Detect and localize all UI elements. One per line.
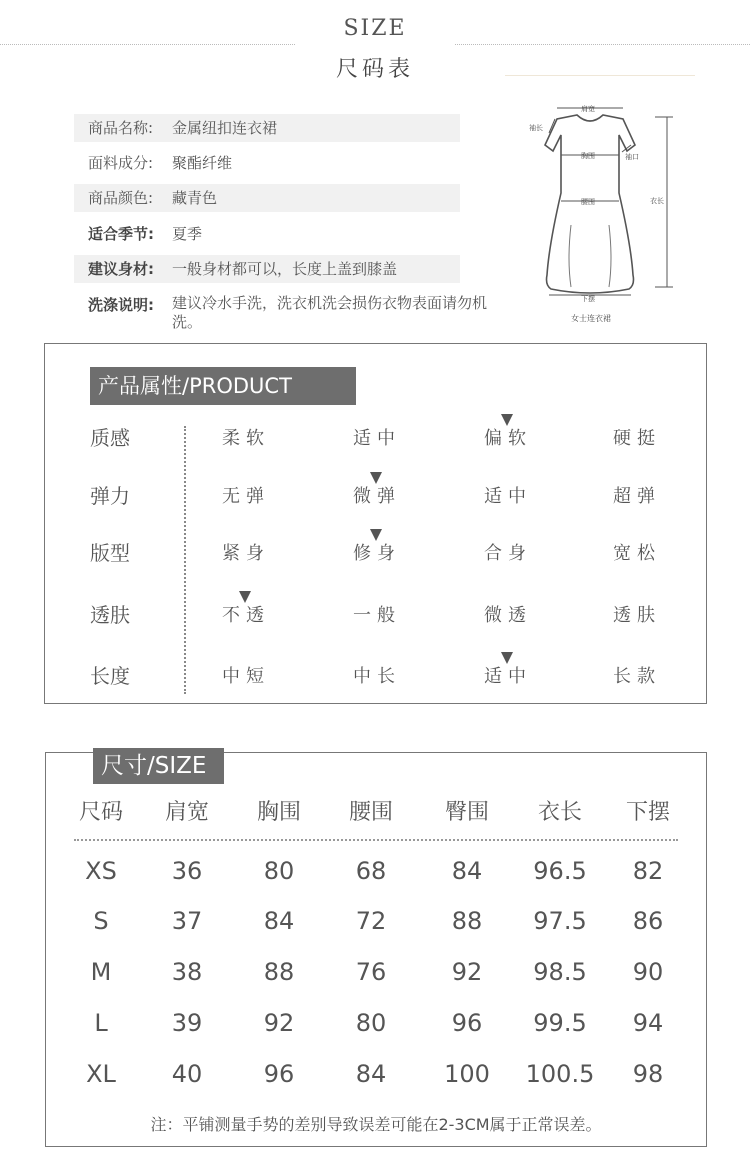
size-label-cell: S [93, 907, 109, 935]
info-key: 适合季节: [88, 225, 154, 243]
attribute-option: 修身 [353, 543, 401, 564]
size-label-cell: XS [85, 857, 117, 885]
diagram-top-line [505, 75, 695, 76]
selected-marker-icon [370, 472, 382, 484]
size-table-title: 尺寸/SIZE [93, 748, 224, 784]
size-value-cell: 100.5 [525, 1060, 595, 1088]
attribute-option: 硬挺 [613, 428, 661, 449]
selected-marker-icon [239, 591, 251, 603]
size-value-cell: 38 [171, 958, 203, 986]
attribute-option: 紧身 [222, 543, 270, 564]
attribute-option: 长款 [613, 666, 661, 687]
attribute-option: 合身 [484, 543, 532, 564]
size-value-cell: 80 [263, 857, 295, 885]
product-attributes-divider [184, 426, 186, 694]
info-key: 商品颜色: [88, 189, 154, 207]
info-key: 建议身材: [88, 260, 154, 278]
size-value-cell: 96 [451, 1009, 483, 1037]
info-row [74, 149, 460, 177]
attribute-option: 微透 [484, 605, 532, 626]
selected-marker-icon [370, 529, 382, 541]
size-value-cell: 86 [632, 907, 664, 935]
label-sleeve: 袖长 [529, 124, 543, 132]
size-value-cell: 90 [632, 958, 664, 986]
label-caption: 女士连衣裙 [571, 314, 611, 323]
label-shoulder: 肩宽 [581, 105, 595, 113]
info-value: 夏季 [172, 225, 203, 243]
size-value-cell: 92 [451, 958, 483, 986]
size-table-divider [74, 839, 678, 841]
selected-marker-icon [501, 652, 513, 664]
size-value-cell: 37 [171, 907, 203, 935]
size-value-cell: 84 [355, 1060, 387, 1088]
size-table-note: 注：平铺测量手势的差别导致误差可能在2-3CM属于正常误差。 [150, 1115, 602, 1134]
info-row [74, 184, 460, 212]
size-value-cell: 36 [171, 857, 203, 885]
attribute-option: 宽松 [613, 543, 661, 564]
attribute-label: 透肤 [90, 603, 130, 627]
dress-outline-svg [505, 75, 695, 345]
size-column-header: 腰围 [348, 800, 393, 825]
attribute-option: 中长 [353, 666, 401, 687]
size-value-cell: 98.5 [533, 958, 587, 986]
dress-measurement-diagram [505, 75, 695, 345]
selected-marker-icon [501, 414, 513, 426]
label-length: 衣长 [650, 197, 664, 205]
attribute-option: 透肤 [613, 605, 661, 626]
size-value-cell: 80 [355, 1009, 387, 1037]
size-column-header: 衣长 [537, 800, 582, 825]
size-value-cell: 96.5 [533, 857, 587, 885]
info-key: 洗涤说明: [88, 296, 154, 314]
attribute-option: 无弹 [222, 486, 270, 507]
info-key: 面料成分: [88, 154, 154, 172]
info-value: 建议冷水手洗，洗衣机洗会损伤衣物表面请勿机洗。 [172, 294, 488, 331]
attribute-option: 一般 [353, 605, 401, 626]
info-key: 商品名称: [88, 119, 154, 137]
product-attributes-title: 产品属性/PRODUCT [90, 367, 356, 405]
label-waist: 腰围 [581, 198, 595, 206]
attribute-option: 适中 [484, 486, 532, 507]
size-value-cell: 84 [451, 857, 483, 885]
size-value-cell: 94 [632, 1009, 664, 1037]
size-column-header: 肩宽 [164, 800, 209, 825]
header-size-title: SIZE [343, 16, 407, 41]
header-size-chart-title: 尺码表 [335, 57, 414, 82]
size-label-cell: XL [86, 1060, 116, 1088]
size-value-cell: 99.5 [533, 1009, 587, 1037]
attribute-label: 版型 [90, 541, 130, 565]
attribute-label: 长度 [90, 664, 130, 688]
size-value-cell: 96 [263, 1060, 295, 1088]
size-column-header: 臀围 [444, 800, 489, 825]
attribute-option: 适中 [484, 666, 532, 687]
attribute-label: 质感 [90, 426, 130, 450]
size-column-header: 下摆 [625, 800, 670, 825]
label-cuff: 袖口 [625, 153, 639, 161]
size-value-cell: 88 [451, 907, 483, 935]
size-value-cell: 76 [355, 958, 387, 986]
size-label-cell: M [90, 958, 112, 986]
size-value-cell: 84 [263, 907, 295, 935]
size-label-cell: L [94, 1009, 108, 1037]
size-value-cell: 88 [263, 958, 295, 986]
size-value-cell: 100 [444, 1060, 490, 1088]
size-value-cell: 82 [632, 857, 664, 885]
size-column-header: 尺码 [78, 800, 123, 825]
attribute-label: 弹力 [90, 484, 130, 508]
product-attributes-panel [44, 343, 707, 704]
size-value-cell: 68 [355, 857, 387, 885]
size-column-header: 胸围 [256, 800, 301, 825]
attribute-option: 中短 [222, 666, 270, 687]
size-value-cell: 98 [632, 1060, 664, 1088]
attribute-option: 柔软 [222, 428, 270, 449]
size-value-cell: 39 [171, 1009, 203, 1037]
info-value: 聚酯纤维 [172, 154, 233, 172]
info-row [74, 220, 460, 248]
size-value-cell: 72 [355, 907, 387, 935]
attribute-option: 微弹 [353, 486, 401, 507]
dress-fold-right [609, 225, 611, 287]
info-row [74, 114, 460, 142]
attribute-option: 适中 [353, 428, 401, 449]
size-value-cell: 40 [171, 1060, 203, 1088]
attribute-option: 偏软 [484, 428, 532, 449]
header-divider-left [0, 44, 295, 45]
info-value: 金属纽扣连衣裙 [172, 119, 278, 137]
dress-fold-left [569, 225, 571, 287]
size-table-panel [45, 752, 707, 1147]
attribute-option: 不透 [222, 605, 270, 626]
info-value: 藏青色 [172, 189, 218, 207]
label-chest: 胸围 [581, 152, 595, 160]
label-hem: 下摆 [581, 295, 595, 303]
header-divider-right [455, 44, 750, 45]
size-value-cell: 92 [263, 1009, 295, 1037]
info-row [74, 255, 460, 283]
info-value: 一般身材都可以，长度上盖到膝盖 [172, 260, 398, 278]
attribute-option: 超弹 [613, 486, 661, 507]
size-value-cell: 97.5 [533, 907, 587, 935]
